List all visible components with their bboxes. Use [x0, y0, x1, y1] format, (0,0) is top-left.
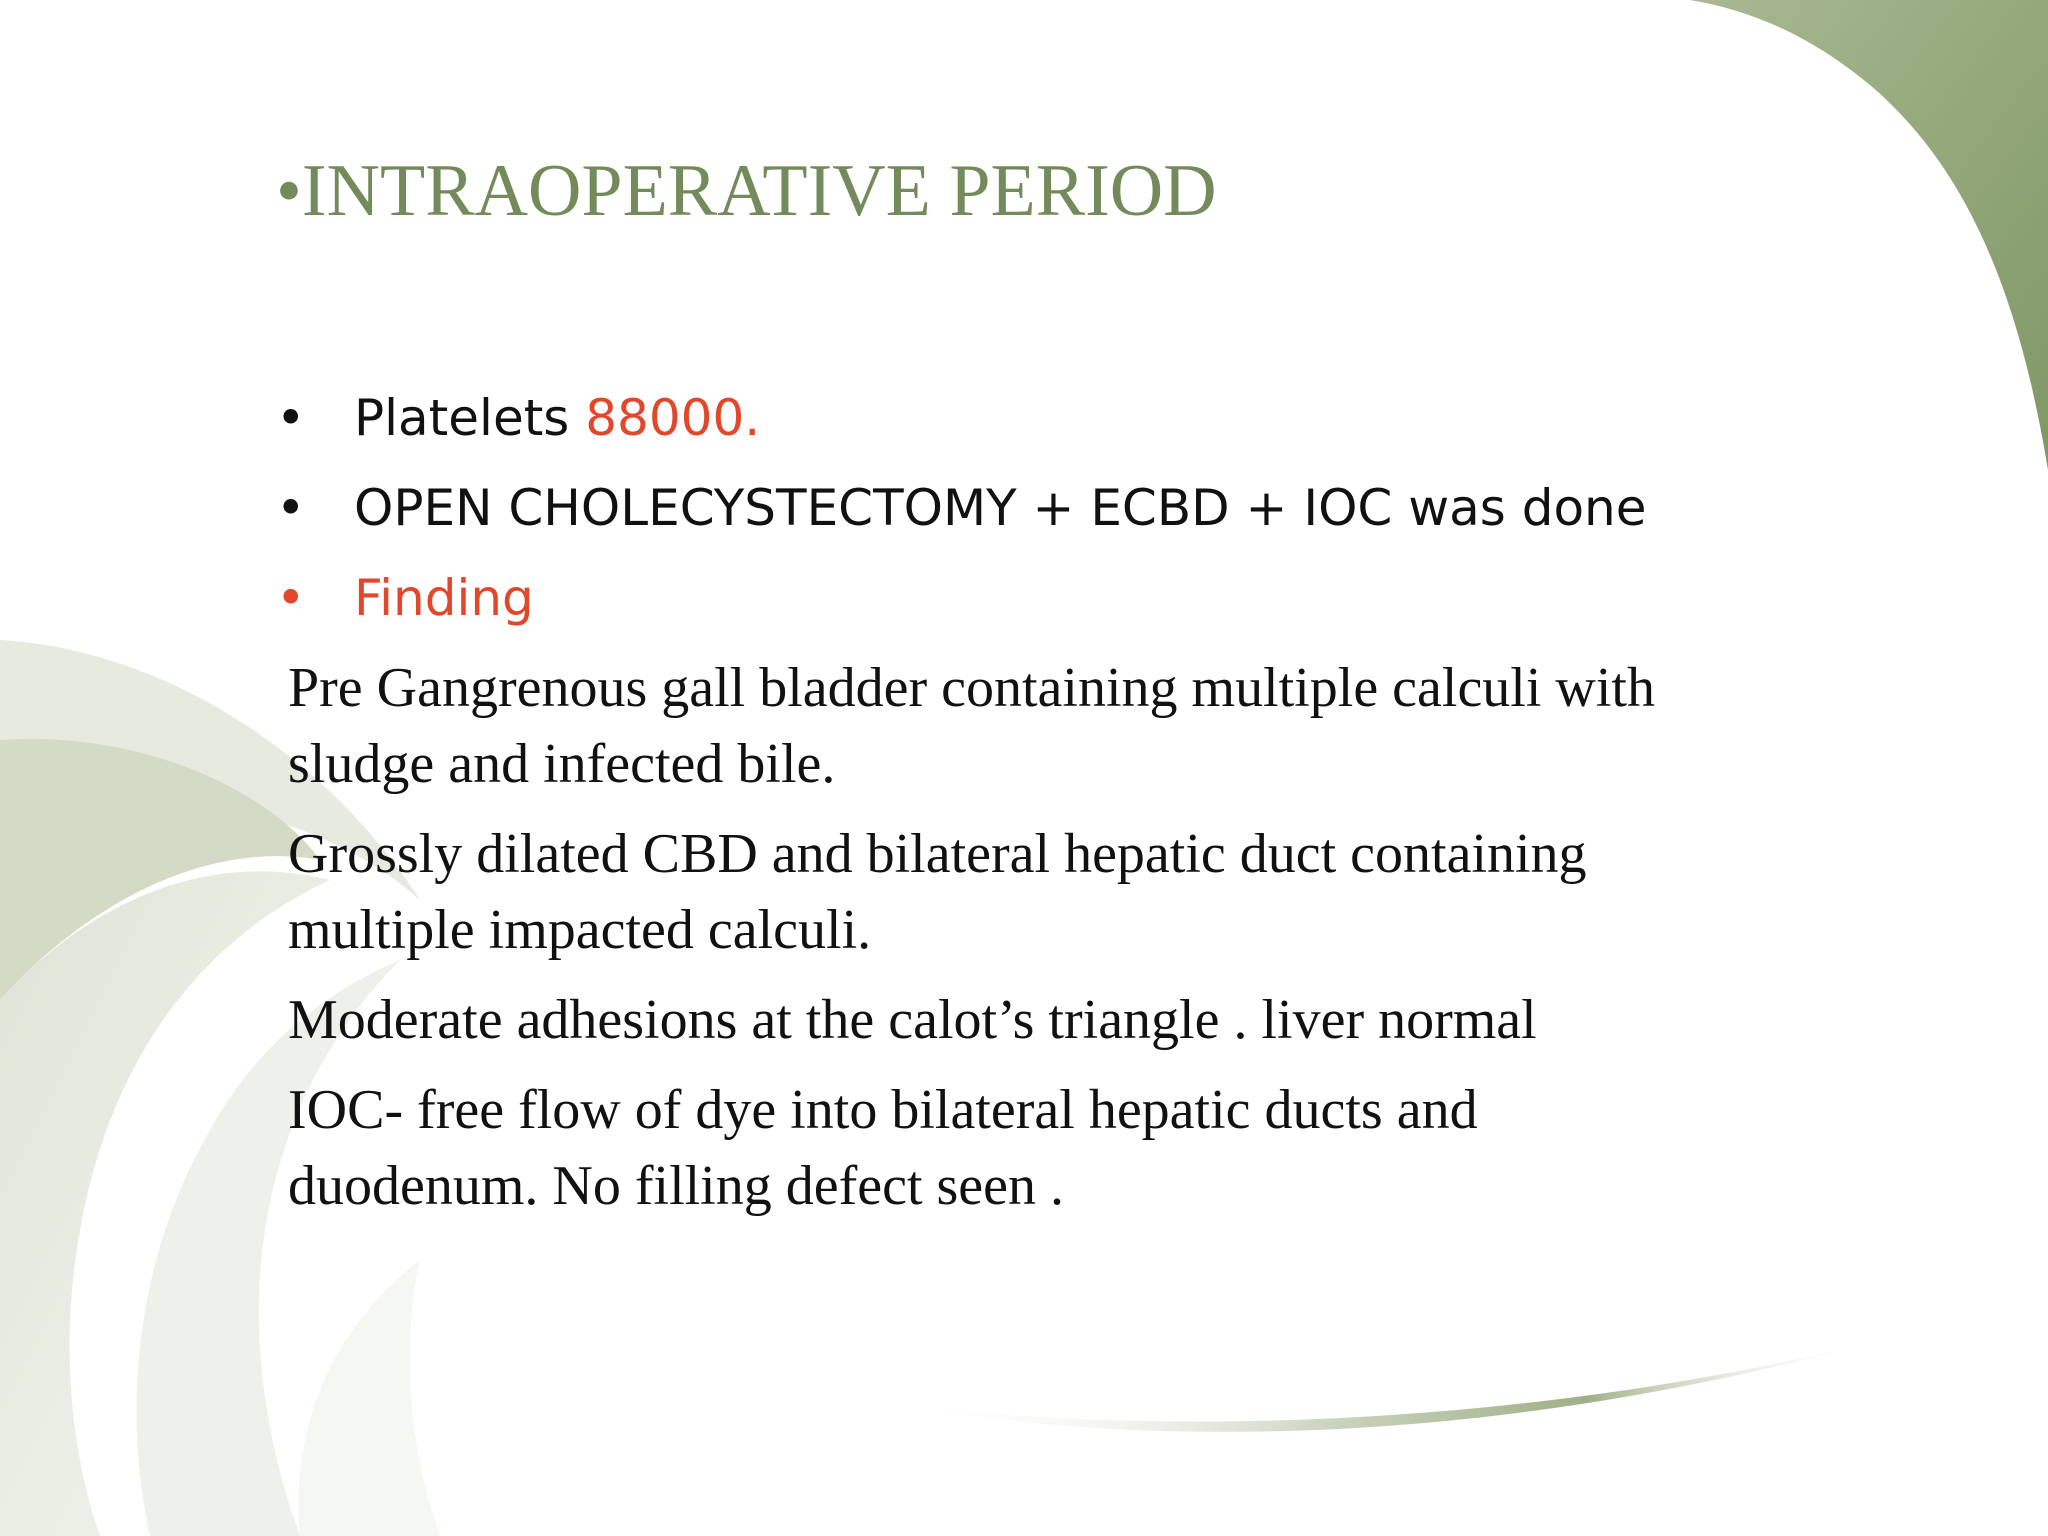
bullet-list — [276, 376, 1696, 646]
bullet-item-platelets — [276, 376, 1696, 466]
bullet-item-procedure — [276, 466, 1696, 556]
finding-paragraph-adhesions: Moderate adhesions at the calot’s triangle . liver normal — [288, 989, 1537, 1051]
bottom-swoosh — [900, 1340, 1880, 1432]
bullet-marker: • — [276, 389, 306, 447]
finding-paragraph-cbd: Grossly dilated CBD and bilateral hepatic duct containing multiple impacted calculi. — [288, 823, 1587, 961]
top-right-swoosh — [1690, 0, 2048, 470]
bullet-marker: • — [276, 479, 306, 537]
bullet-highlight: 88000. — [585, 389, 761, 447]
bullet-text: OPEN CHOLECYSTECTOMY + ECBD + IOC was done — [354, 479, 1647, 537]
bullet-marker: • — [276, 569, 306, 627]
finding-paragraph-gallbladder: Pre Gangrenous gall bladder containing multiple calculi with sludge and infected bile. — [288, 657, 1655, 795]
slide-title: •INTRAOPERATIVE PERIOD — [276, 150, 1217, 232]
bullet-highlight: Finding — [354, 569, 534, 627]
bullet-item-finding — [276, 556, 1696, 646]
finding-paragraph-ioc: IOC- free flow of dye into bilateral hepatic ducts and duodenum. No filling defect seen . — [288, 1079, 1478, 1217]
findings-block — [288, 650, 1688, 1238]
left-swoosh-faint — [299, 1260, 441, 1536]
bullet-text: Platelets — [354, 389, 586, 447]
